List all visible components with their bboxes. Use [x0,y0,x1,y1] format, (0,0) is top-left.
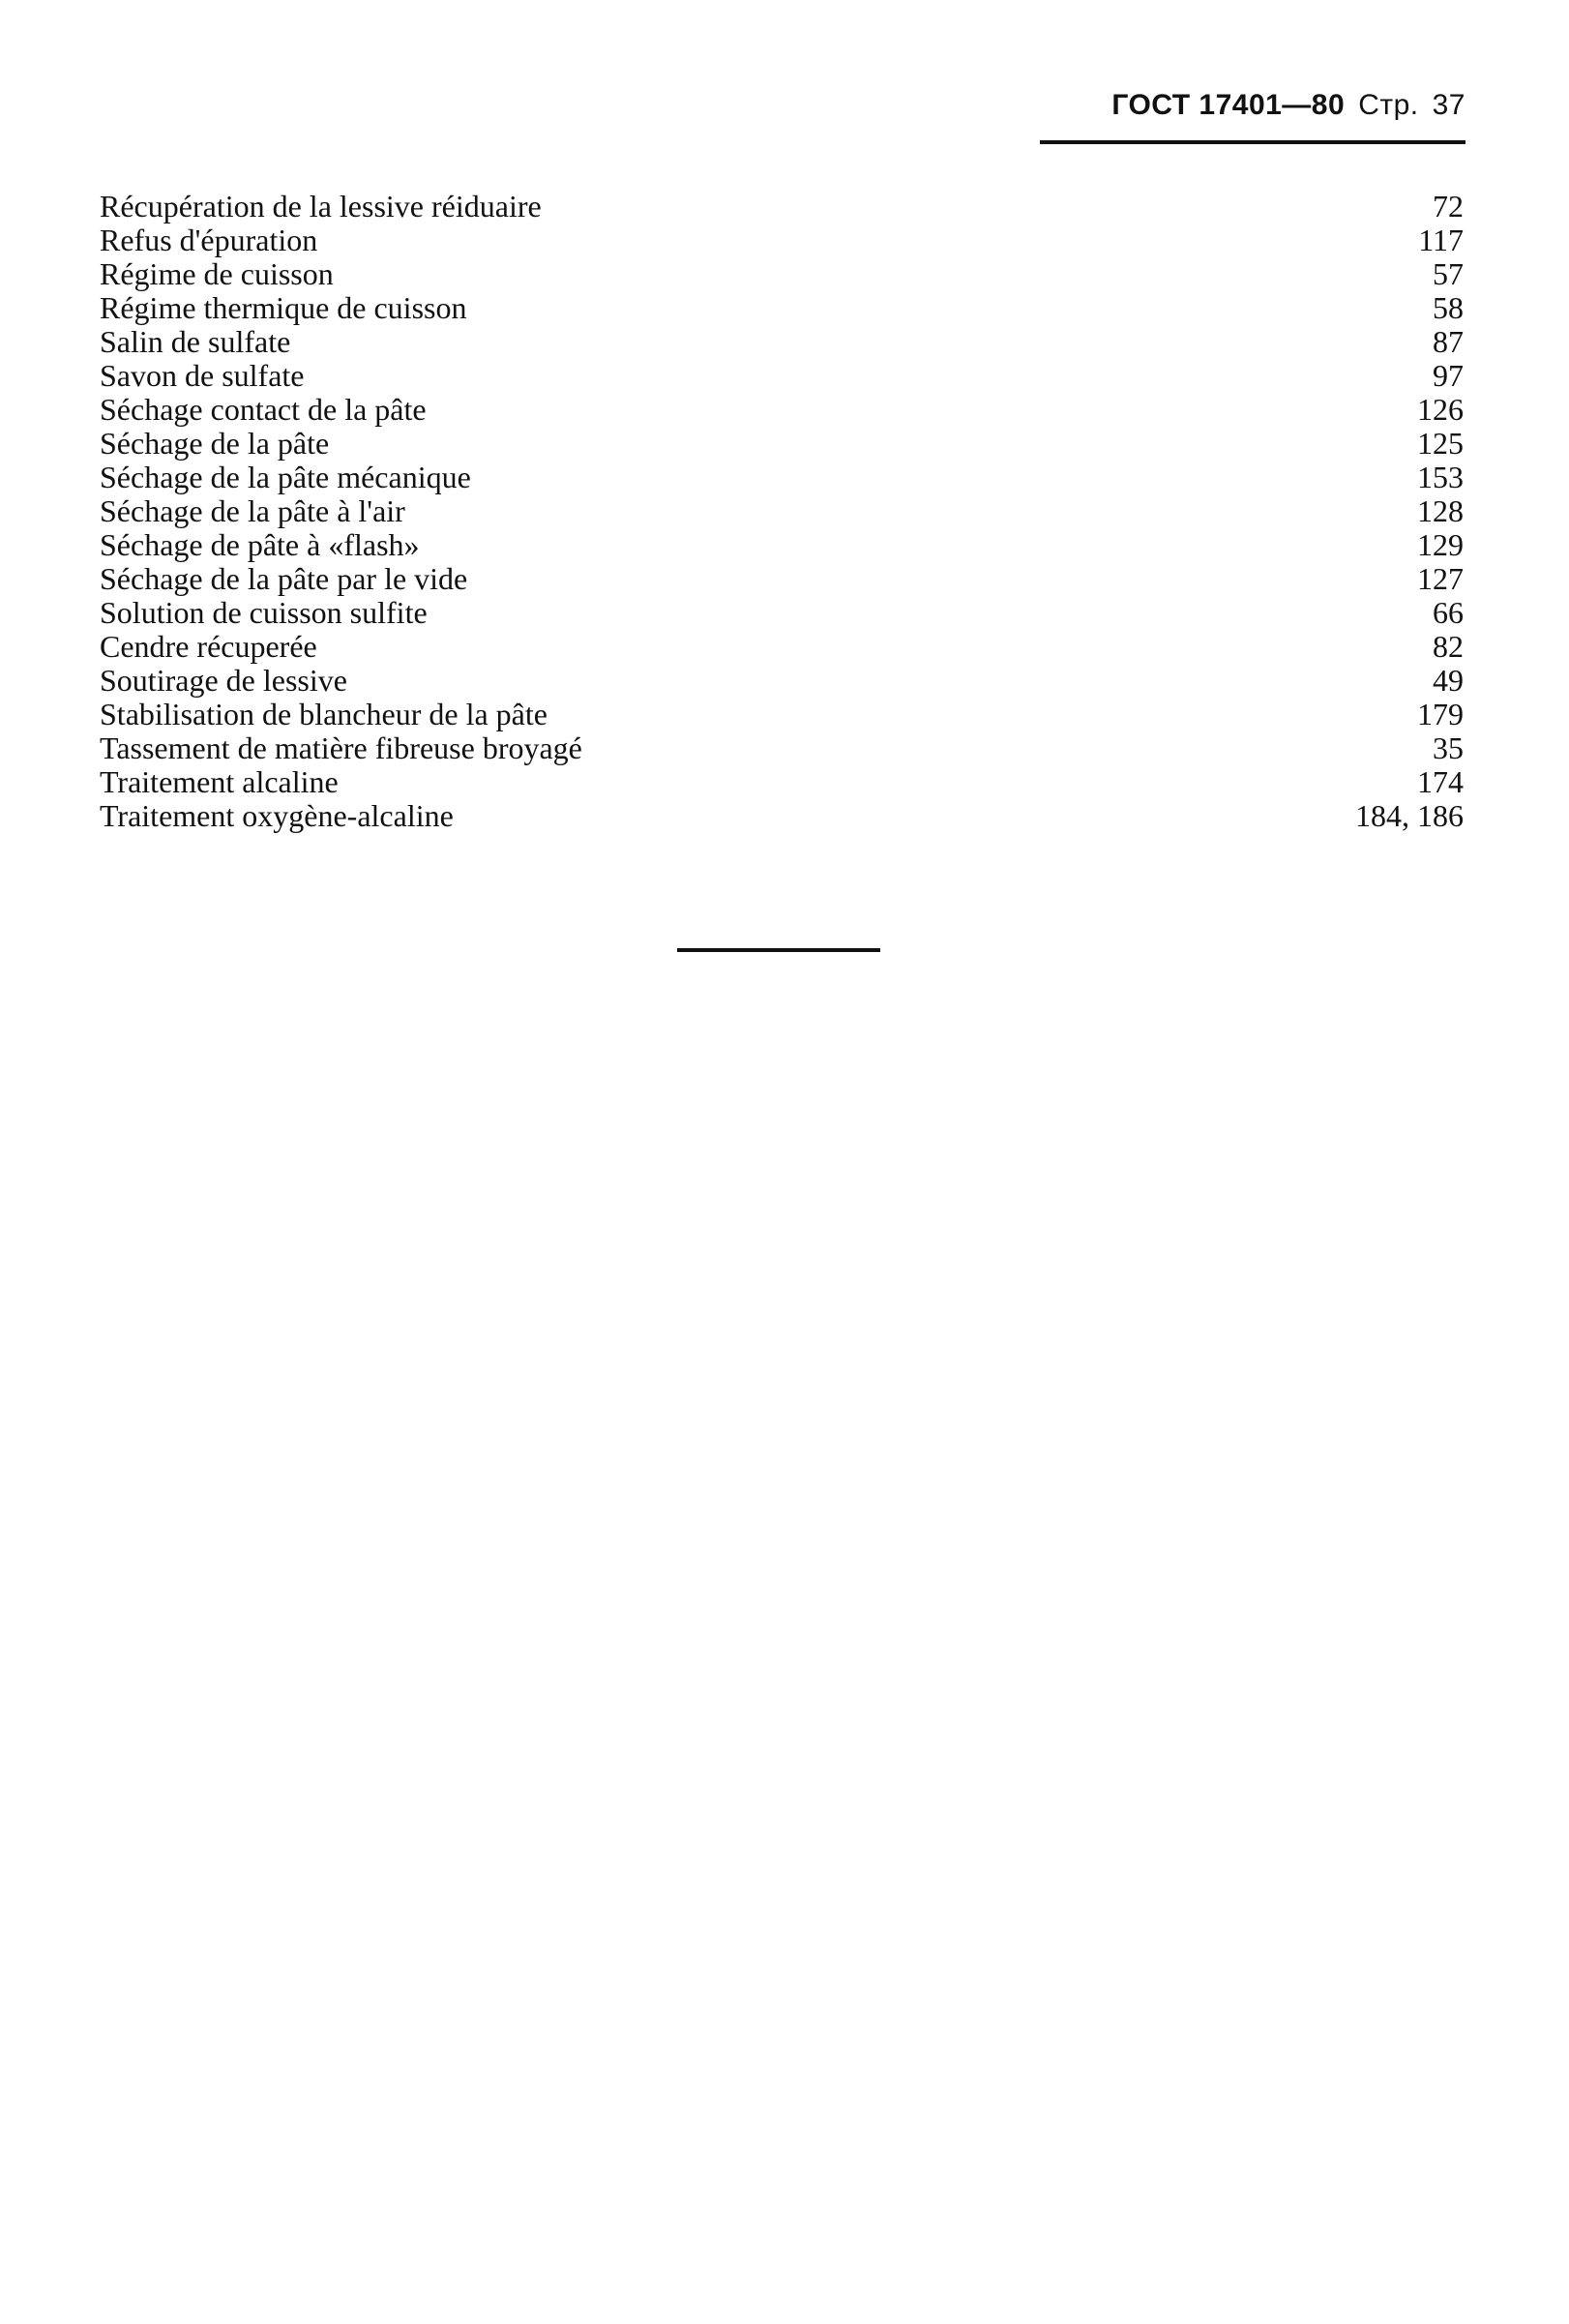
index-entry [100,731,1464,765]
index-term: Salin de sulfate [100,324,291,359]
index-entry [100,765,1464,799]
index-term: Traitement oxygène-alcaline [100,798,454,833]
index-term: Récupération de la lessive réiduaire [100,189,542,223]
index-ref: 57 [1433,256,1464,291]
index-entry [100,528,1464,562]
index-term: Stabilisation de blancheur de la pâte [100,697,548,731]
standard-code: ГОСТ 17401—80 [1111,89,1346,121]
index-term: Séchage de la pâte [100,426,330,461]
index-term: Soutirage de lessive [100,663,347,698]
index-term: Savon de sulfate [100,358,305,393]
index-term: Séchage de pâte à «flash» [100,527,420,562]
index-term: Refus d'épuration [100,223,318,257]
index-term: Cendre récuperée [100,629,317,664]
index-entry [100,359,1464,393]
index-term: Séchage de la pâte par le vide [100,561,468,596]
index-ref: 179 [1417,697,1464,731]
index-ref: 127 [1417,561,1464,596]
index-ref: 58 [1433,290,1464,325]
index-entry [100,562,1464,596]
index-ref: 117 [1418,223,1464,257]
index-entry [100,698,1464,731]
index-entry [100,291,1464,325]
index-ref: 129 [1417,527,1464,562]
index-entry [100,257,1464,291]
header-rule [1040,140,1465,144]
index-entry [100,393,1464,427]
index-entry [100,596,1464,630]
index-term: Régime de cuisson [100,256,334,291]
index-ref: 66 [1433,595,1464,630]
index-ref: 153 [1417,460,1464,494]
index-ref: 174 [1417,764,1464,799]
index-ref: 35 [1433,730,1464,765]
index-term: Séchage contact de la pâte [100,392,427,427]
page-label: Стр. [1358,89,1419,121]
index-term: Séchage de la pâte mécanique [100,460,471,494]
index-ref: 184, 186 [1355,798,1464,833]
index-term: Régime thermique de cuisson [100,290,467,325]
index-entry [100,630,1464,664]
index-entry [100,494,1464,528]
index-ref: 125 [1417,426,1464,461]
index-ref: 97 [1433,358,1464,393]
index-term: Séchage de la pâte à l'air [100,493,405,528]
index-ref: 87 [1433,324,1464,359]
index-ref: 128 [1417,493,1464,528]
index-entry [100,427,1464,461]
page-number: 37 [1432,89,1465,121]
index-ref: 82 [1433,629,1464,664]
index-entry [100,223,1464,257]
term-index-list [100,190,1464,833]
index-ref: 72 [1433,189,1464,223]
page-header [1040,89,1465,137]
index-ref: 126 [1417,392,1464,427]
index-term: Traitement alcaline [100,764,339,799]
index-term: Tassement de matière fibreuse broyagé [100,730,582,765]
index-entry [100,664,1464,698]
index-entry [100,461,1464,494]
index-entry [100,325,1464,359]
end-rule [677,948,880,952]
index-entry [100,190,1464,223]
index-ref: 49 [1433,663,1464,698]
index-entry [100,799,1464,833]
index-term: Solution de cuisson sulfite [100,595,428,630]
